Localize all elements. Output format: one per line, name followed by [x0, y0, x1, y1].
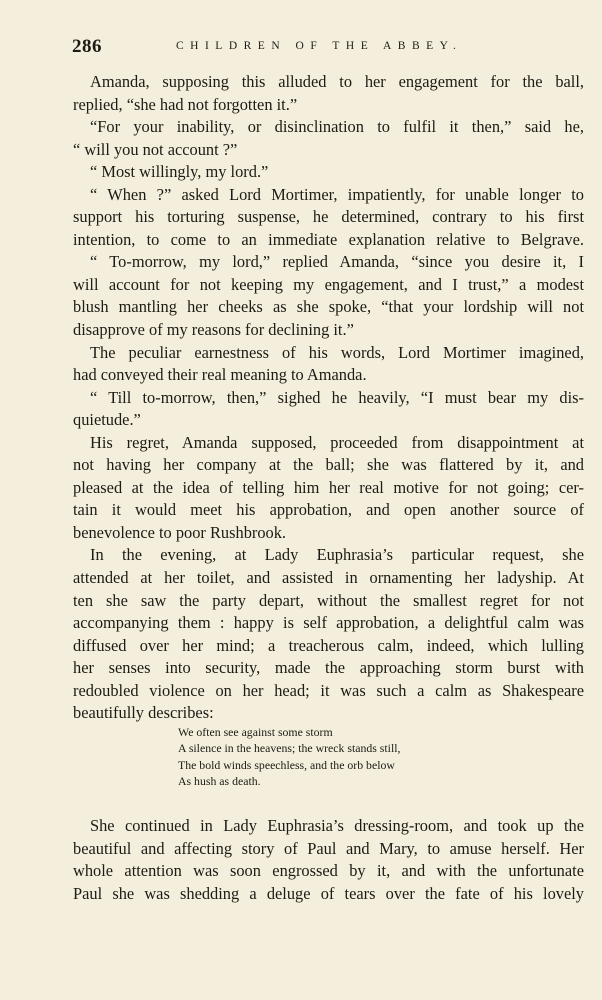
text-line: pleased at the idea of telling him her real motive for not going; cer- — [73, 477, 584, 497]
verse-line: A silence in the heavens; the wreck stands still, — [178, 741, 401, 756]
body-text — [73, 71, 584, 725]
closing-paragraph — [73, 815, 584, 905]
text-line: whole attention was soon engrossed by it, and with the unfortunate — [73, 861, 584, 881]
text-line: intention, to come to an immediate explanation relative to Belgrave. — [73, 229, 584, 249]
text-line: “ To-morrow, my lord,” replied Amanda, “since you desire it, I — [90, 252, 584, 272]
verse-line: As hush as death. — [178, 773, 261, 788]
text-line: The peculiar earnestness of his words, Lord Mortimer imagined, — [90, 342, 584, 362]
text-line: beautifully describes: — [73, 703, 214, 723]
text-line: “ Till to-morrow, then,” sighed he heavily, “I must bear my dis- — [90, 387, 584, 407]
text-line: “For your inability, or disinclination to fulfil it then,” said he, — [90, 117, 584, 137]
running-head: CHILDREN OF THE ABBEY. — [176, 40, 463, 52]
text-line: diffused over her mind; a treacherous calm, indeed, which lulling — [73, 635, 584, 655]
text-line: accompanying them : happy is self approbation, a delightful calm was — [73, 613, 584, 633]
text-line: His regret, Amanda supposed, proceeded from disappointment at — [90, 432, 584, 452]
page-number: 286 — [72, 36, 102, 57]
text-line: quietude.” — [73, 410, 141, 430]
verse-line: The bold winds speechless, and the orb below — [178, 757, 395, 772]
text-line: support his torturing suspense, he determined, contrary to his first — [73, 207, 584, 227]
text-line: had conveyed their real meaning to Amanda. — [73, 365, 367, 385]
text-line: ten she saw the party depart, without the smallest regret for not — [73, 590, 584, 610]
verse-line: We often see against some storm — [178, 725, 333, 739]
text-line: tain it would meet his approbation, and open another source of — [73, 500, 584, 520]
text-line: “ When ?” asked Lord Mortimer, impatiently, for unable longer to — [90, 184, 584, 204]
text-line: replied, “she had not forgotten it.” — [73, 94, 298, 114]
text-line: blush mantling her cheeks as she spoke, “that your lordship will not — [73, 297, 584, 317]
text-line: attended at her toilet, and assisted in ornamenting her ladyship. At — [73, 568, 584, 588]
page-header — [72, 36, 534, 60]
verse-quotation — [178, 724, 478, 789]
text-line: benevolence to poor Rushbrook. — [73, 522, 287, 542]
text-line: will account for not keeping my engagement, and I trust,” a modest — [73, 274, 584, 294]
text-line: Paul she was shedding a deluge of tears over the fate of his lovely — [73, 883, 584, 903]
text-line: not having her company at the ball; she was flattered by it, and — [73, 455, 584, 475]
text-line: disapprove of my reasons for declining it.” — [73, 320, 354, 340]
text-line: She continued in Lady Euphrasia’s dressing-room, and took up the — [90, 816, 584, 835]
text-line: “ Most willingly, my lord.” — [90, 162, 269, 182]
text-line: In the evening, at Lady Euphrasia’s particular request, she — [90, 545, 584, 565]
text-line: Amanda, supposing this alluded to her engagement for the ball, — [90, 72, 584, 91]
text-line: her senses into security, made the approaching storm burst with — [73, 658, 584, 678]
text-line: “ will you not account ?” — [73, 139, 238, 159]
text-line: redoubled violence on her head; it was such a calm as Shakespeare — [73, 680, 584, 700]
text-line: beautiful and affecting story of Paul and Mary, to amuse herself. Her — [73, 838, 584, 858]
